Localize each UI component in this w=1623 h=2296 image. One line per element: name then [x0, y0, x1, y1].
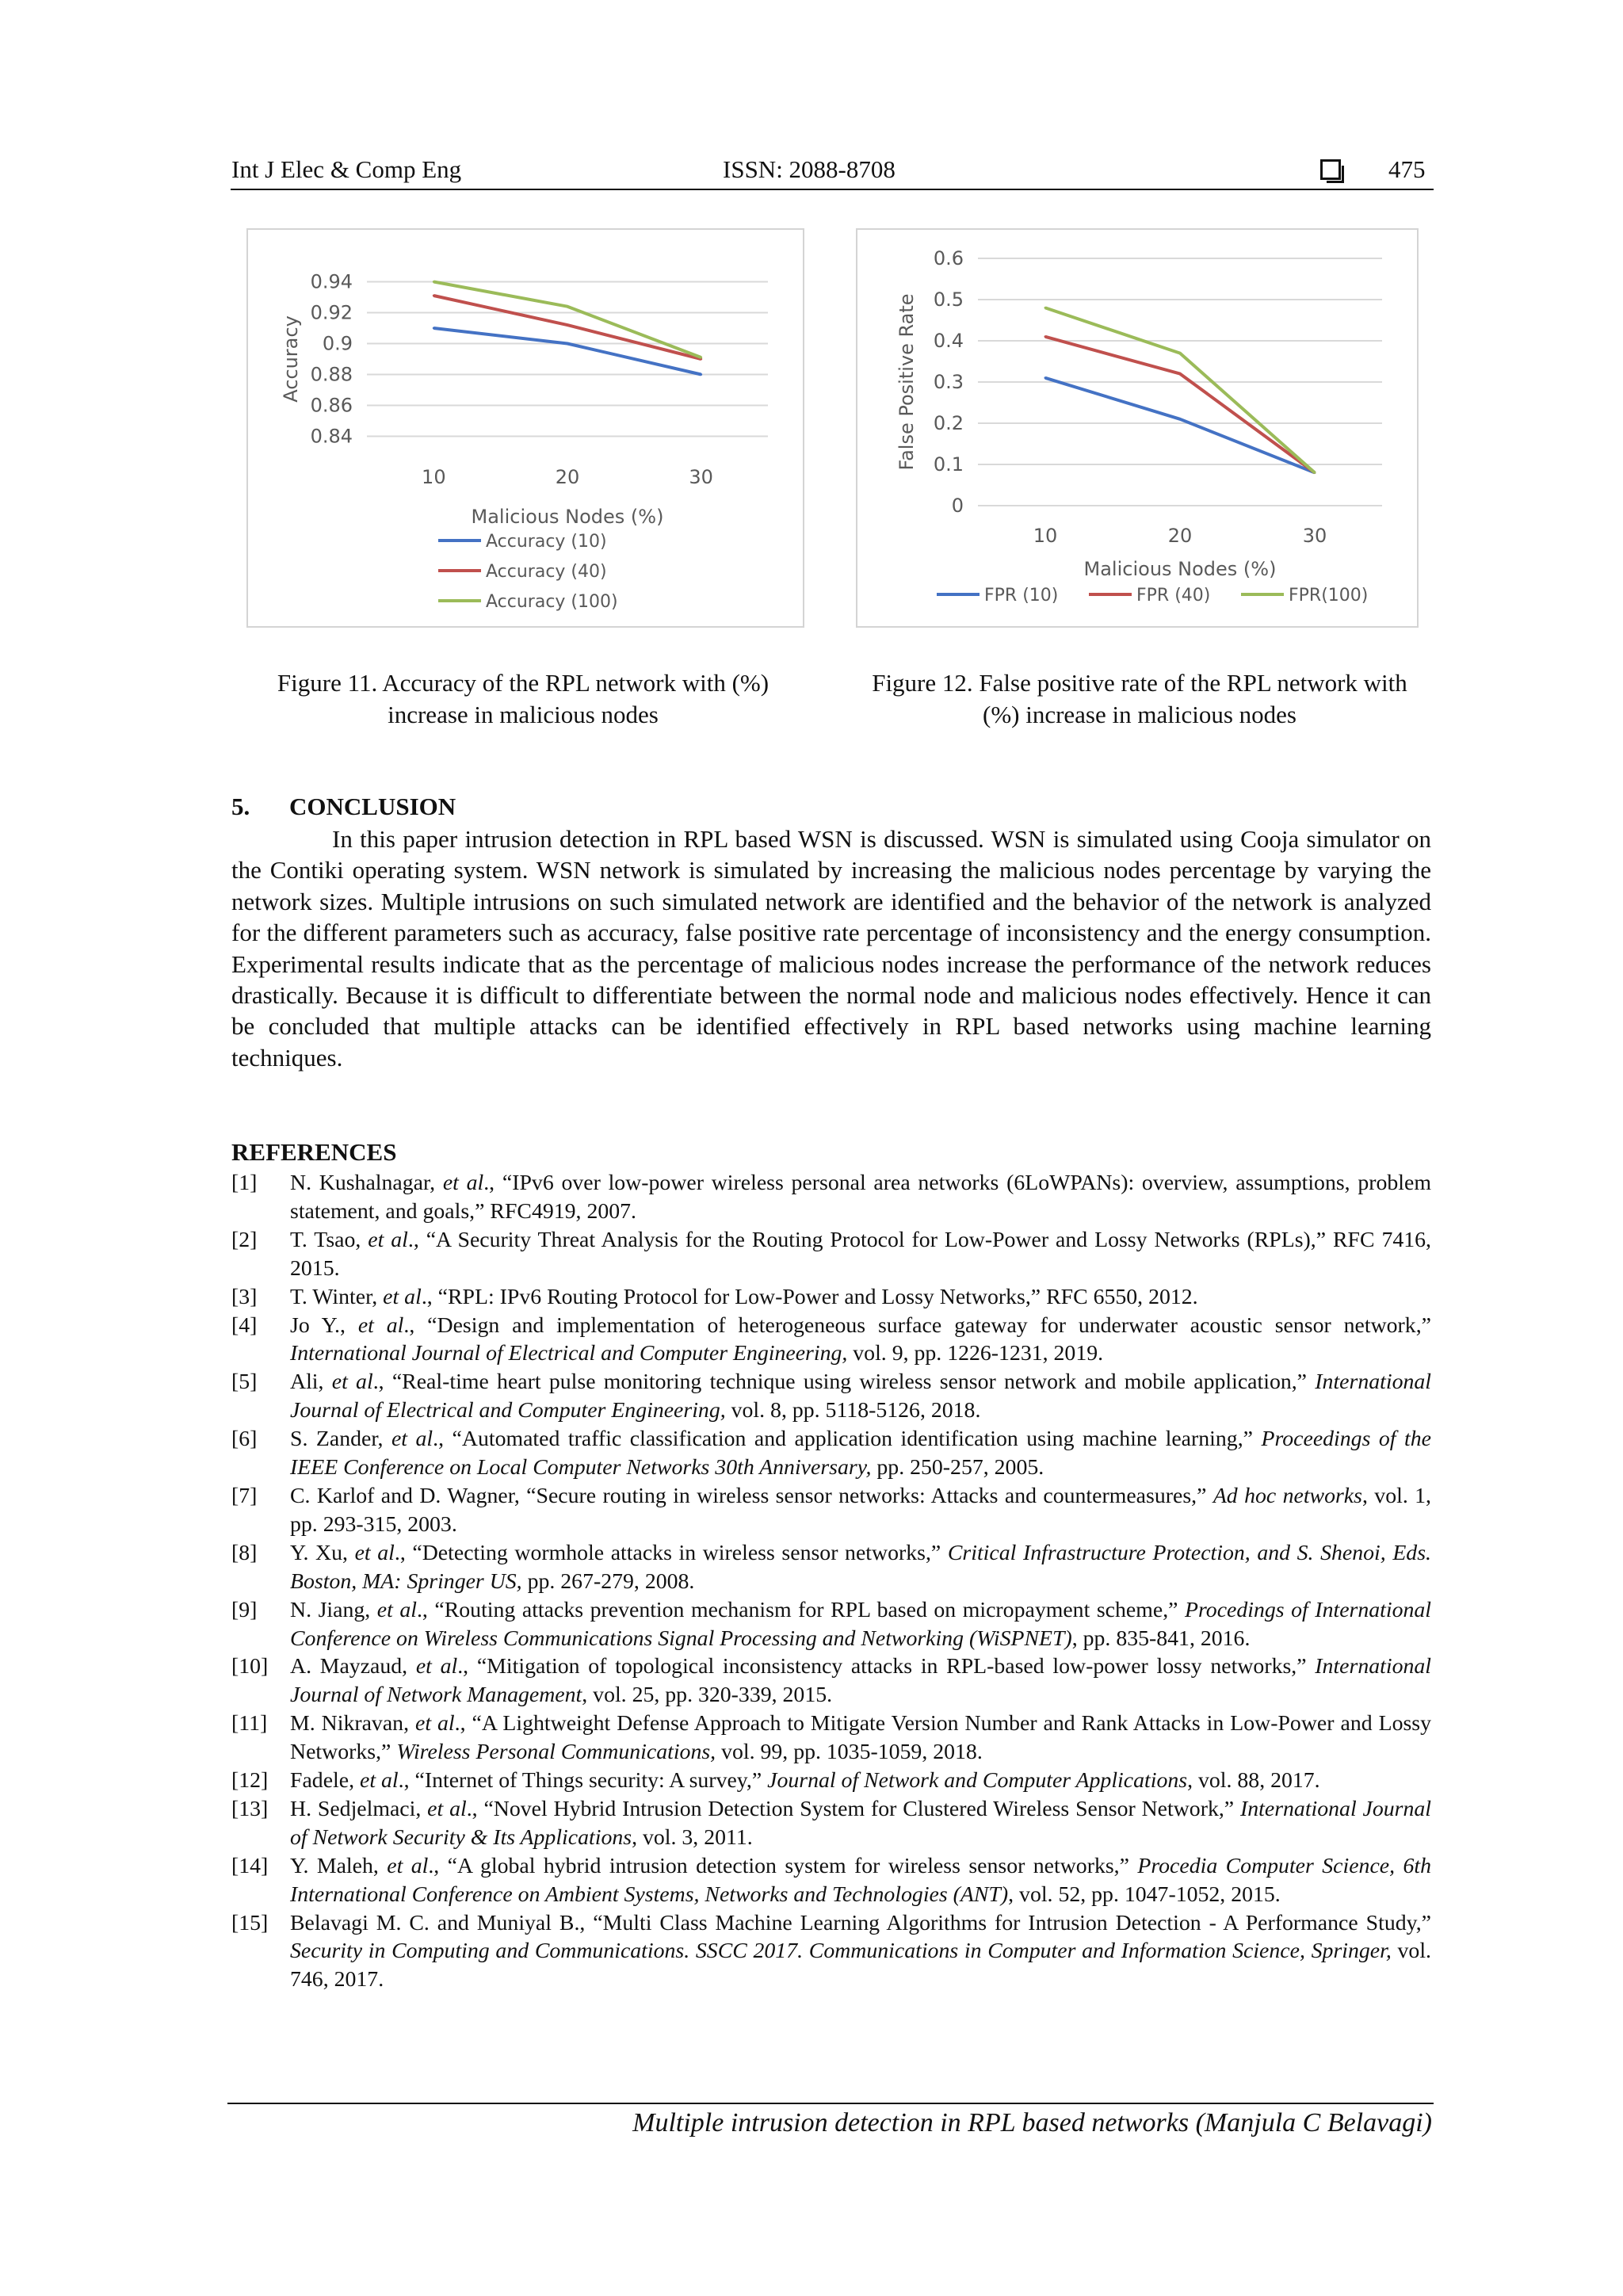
reference-authors: T. Winter, — [290, 1284, 384, 1309]
reference-title: ., “IPv6 over low-power wireless personal area networks (6LoWPANs): overview, assumptions, problem statement, and goals,” RFC4919, 2007. — [290, 1171, 1431, 1224]
reference-authors: Y. Xu, — [290, 1540, 355, 1565]
reference-et-al: et al — [360, 1768, 399, 1794]
reference-authors: M. Nikravan, — [290, 1711, 415, 1736]
figure-12-caption: Figure 12. False positive rate of the RPL network with (%) increase in malicious nodes — [872, 669, 1407, 728]
legend-label: FPR(100) — [1289, 586, 1369, 606]
data-point — [1044, 376, 1047, 379]
reference-title: ., “Internet of Things security: A survey,” — [398, 1768, 768, 1794]
reference-number: [11] — [231, 1711, 268, 1736]
reference-title: ., “Real-time heart pulse monitoring technique using wireless sensor network and mobile application,” — [372, 1370, 1316, 1395]
legend-label: FPR (40) — [1136, 586, 1211, 606]
reference-venue: Procedia Computer Science, 6th International Conference on Ambient Systems, Networks and Technologies (ANT) — [290, 1853, 1432, 1907]
y-axis-title: Accuracy — [280, 315, 302, 403]
reference-title: ., “Detecting wormhole attacks in wireless sensor networks,” — [394, 1540, 948, 1565]
references-list — [231, 1169, 1431, 1994]
reference-authors: N. Kushalnagar, — [290, 1171, 443, 1195]
x-tick-label: 20 — [555, 466, 580, 488]
reference-details: vol. 99, pp. 1035-1059, 2018. — [716, 1740, 983, 1765]
reference-number: [4] — [231, 1312, 258, 1338]
reference-et-al: et al — [415, 1711, 455, 1736]
data-point — [1179, 352, 1182, 354]
series-line — [433, 282, 701, 358]
data-point — [433, 327, 435, 330]
section-title: CONCLUSION — [289, 793, 456, 820]
reference-item — [231, 1283, 1431, 1312]
reference-venue: Proceedings of the IEEE Conference on Local Computer Networks 30th Anniversary, — [290, 1427, 1431, 1480]
reference-title: ., “Mitigation of topological inconsistency attacks in RPL-based low-power lossy networks,” — [457, 1654, 1316, 1679]
x-tick-label: 30 — [1302, 525, 1327, 547]
reference-authors: C. Karlof and D. Wagner, “Secure routing in wireless sensor networks: Attacks and countermeasures,” — [290, 1483, 1213, 1508]
reference-number: [5] — [231, 1370, 258, 1395]
x-tick-label: 10 — [1033, 525, 1058, 547]
y-tick-label: 0.6 — [933, 247, 964, 269]
reference-venue: International Journal of Network Security & Its Applications — [290, 1796, 1431, 1850]
x-axis-title: Malicious Nodes (%) — [471, 506, 664, 528]
data-point — [1179, 418, 1182, 420]
reference-authors: A. Mayzaud, — [290, 1654, 416, 1679]
reference-number: [10] — [231, 1654, 269, 1679]
reference-details: vol. 8, pp. 5118-5126, 2018. — [725, 1398, 981, 1423]
reference-item — [231, 1710, 1431, 1767]
figure-11-chart — [246, 228, 804, 628]
reference-et-al: et al — [354, 1540, 395, 1565]
reference-details: pp. 267-279, 2008. — [521, 1568, 695, 1594]
reference-details: , vol. 3, 2011. — [632, 1824, 753, 1850]
y-tick-label: 0.5 — [933, 288, 964, 311]
reference-item — [231, 1539, 1431, 1596]
reference-title: ., “Automated traffic classification and application identification using machine learning,” — [433, 1427, 1262, 1452]
reference-title: ., “A Lightweight Defense Approach to Mitigate Version Number and Rank Attacks in Low-Power and Lossy Networks,” — [290, 1711, 1432, 1765]
reference-authors: Belavagi M. C. and Muniyal B., “Multi Class Machine Learning Algorithms for Intrusion Detection - A Performance Study,” — [290, 1910, 1431, 1935]
reference-item — [231, 1596, 1431, 1653]
reference-details: , vol. 1, pp. 293-315, 2003. — [290, 1483, 1431, 1537]
section-heading — [231, 793, 456, 821]
data-point — [1179, 372, 1182, 375]
reference-number: [3] — [231, 1284, 258, 1309]
footer-rule — [227, 2103, 1434, 2104]
y-tick-label: 0.88 — [310, 363, 353, 386]
running-header-journal: Int J Elec & Comp Eng — [231, 155, 462, 183]
reference-venue: Wireless Personal Communications, — [396, 1740, 716, 1765]
reference-title: ., “A global hybrid intrusion detection system for wireless sensor networks,” — [428, 1853, 1138, 1878]
section-number: 5. — [231, 793, 250, 820]
data-point — [433, 281, 435, 283]
data-point — [567, 305, 569, 308]
page-number: 475 — [1388, 155, 1426, 183]
reference-authors: Jo Y., — [290, 1312, 358, 1338]
reference-venue: Procedings of International Conference on Wireless Communications Signal Processing and Networking (WiSPNET) — [290, 1597, 1432, 1651]
figure-12-chart — [856, 228, 1419, 628]
reference-item — [231, 1795, 1431, 1852]
series-line — [1045, 337, 1315, 473]
reference-et-al: et al — [415, 1654, 458, 1679]
x-tick-label: 20 — [1167, 525, 1193, 547]
reference-number: [9] — [231, 1597, 258, 1622]
reference-authors: Ali, — [290, 1370, 332, 1395]
reference-et-al: et al — [376, 1597, 417, 1622]
reference-item — [231, 1482, 1431, 1539]
reference-item — [231, 1767, 1431, 1795]
reference-details: , vol. 88, 2017. — [1187, 1768, 1320, 1794]
data-point — [1314, 472, 1316, 474]
data-point — [567, 342, 569, 345]
reference-item — [231, 1909, 1431, 1995]
reference-title: ., “Design and implementation of heterogeneous surface gateway for underwater acoustic sensor network,” — [403, 1312, 1431, 1338]
reference-item — [231, 1169, 1431, 1226]
reference-title: ., “Novel Hybrid Intrusion Detection System for Clustered Wireless Sensor Network,” — [466, 1796, 1240, 1821]
reference-authors: H. Sedjelmaci, — [290, 1796, 428, 1821]
y-tick-label: 0.3 — [933, 371, 964, 393]
reference-number: [14] — [231, 1853, 269, 1878]
reference-number: [1] — [231, 1171, 258, 1195]
x-tick-label: 30 — [689, 466, 713, 488]
reference-item — [231, 1852, 1431, 1909]
y-tick-label: 0.1 — [933, 453, 964, 476]
reference-title: ., “Routing attacks prevention mechanism for RPL based on micropayment scheme,” — [416, 1597, 1186, 1622]
x-axis-title: Malicious Nodes (%) — [1083, 558, 1277, 580]
reference-details: , vol. 52, pp. 1047-1052, 2015. — [1008, 1881, 1281, 1907]
reference-authors: N. Jiang, — [290, 1597, 377, 1622]
legend-label: Accuracy (100) — [486, 592, 618, 612]
reference-venue: Ad hoc networks — [1212, 1483, 1362, 1508]
reference-et-al: et al — [357, 1312, 404, 1338]
series-line — [1045, 378, 1315, 473]
data-point — [1044, 307, 1047, 309]
reference-number: [2] — [231, 1227, 258, 1252]
conclusion-paragraph: In this paper intrusion detection in RPL based WSN is discussed. WSN is simulated using Cooja simulator on the Contiki operating system. WSN network is simulated by increasing the malicious nodes percentage by varying the network sizes. Multiple intrusions on such simulated network are identified and the behavior of the network is analyzed for the different parameters such as accuracy, false positive rate percentage of inconsistency and the energy consumption. Experimental results indicate that as the percentage of malicious nodes increase the performance of the network reduces drastically. Because it is difficult to differentiate between the normal node and malicious nodes effectively. Hence it can be concluded that multiple attacks can be identified effectively in RPL based networks using machine learning techniques. — [231, 825, 1431, 1072]
data-point — [700, 357, 702, 359]
reference-item — [231, 1226, 1431, 1283]
square-bullet-icon — [1320, 159, 1341, 180]
reference-item — [231, 1312, 1431, 1369]
reference-number: [6] — [231, 1427, 258, 1452]
reference-et-al: et al — [387, 1853, 429, 1878]
reference-authors: Fadele, — [290, 1768, 360, 1794]
reference-item — [231, 1368, 1431, 1425]
series-line — [433, 328, 701, 375]
reference-venue: Security in Computing and Communications. SSCC 2017. Communications in Computer and Information Science, Springer, — [290, 1939, 1392, 1964]
y-axis-title: False Positive Rate — [896, 293, 918, 471]
references-heading: REFERENCES — [231, 1138, 397, 1166]
y-tick-label: 0.86 — [310, 394, 353, 417]
reference-details: pp. 250-257, 2005. — [871, 1455, 1044, 1480]
reference-number: [8] — [231, 1540, 258, 1565]
reference-venue: International Journal of Electrical and Computer Engineering, — [290, 1341, 848, 1366]
running-footer: Multiple intrusion detection in RPL based networks (Manjula C Belavagi) — [632, 2108, 1432, 2137]
reference-details: vol. 746, 2017. — [290, 1939, 1432, 1992]
reference-item — [231, 1425, 1431, 1482]
reference-et-al: et al — [383, 1284, 422, 1309]
reference-number: [13] — [231, 1796, 269, 1821]
fpr-chart-svg — [857, 230, 1417, 626]
reference-venue: International Journal of Network Management — [290, 1654, 1431, 1708]
header-rule — [231, 189, 1434, 190]
reference-authors: S. Zander, — [290, 1427, 391, 1452]
data-point — [433, 295, 435, 297]
y-tick-label: 0.84 — [310, 425, 353, 448]
reference-et-al: et al — [368, 1227, 408, 1252]
reference-details: vol. 9, pp. 1226-1231, 2019. — [847, 1341, 1104, 1366]
y-tick-label: 0.94 — [310, 270, 353, 293]
reference-et-al: et al — [427, 1796, 467, 1821]
reference-et-al: et al — [331, 1370, 373, 1395]
reference-venue: International Journal of Electrical and Computer Engineering, — [290, 1370, 1431, 1423]
reference-details: , pp. 835-841, 2016. — [1071, 1626, 1251, 1651]
running-header-issn: ISSN: 2088-8708 — [723, 155, 896, 183]
reference-et-al: et al — [442, 1171, 484, 1195]
reference-number: [15] — [231, 1910, 269, 1935]
reference-number: [12] — [231, 1768, 269, 1794]
reference-title: ., “RPL: IPv6 Routing Protocol for Low-Power and Lossy Networks,” RFC 6550, 2012. — [421, 1284, 1198, 1309]
reference-et-al: et al — [391, 1427, 433, 1452]
x-tick-label: 10 — [422, 466, 446, 488]
legend-label: FPR (10) — [984, 586, 1059, 606]
legend-label: Accuracy (10) — [486, 532, 607, 552]
y-tick-label: 0.92 — [310, 301, 353, 324]
reference-title: ., “A Security Threat Analysis for the Routing Protocol for Low-Power and Lossy Networks (RPLs),” RFC 7416, 2015. — [290, 1227, 1431, 1281]
y-tick-label: 0.9 — [322, 332, 353, 355]
y-tick-label: 0.2 — [933, 412, 964, 434]
reference-details: , vol. 25, pp. 320-339, 2015. — [582, 1683, 833, 1708]
y-tick-label: 0 — [951, 495, 964, 517]
data-point — [1044, 335, 1047, 338]
data-point — [567, 324, 569, 327]
reference-venue: Journal of Network and Computer Applications — [767, 1768, 1188, 1794]
accuracy-chart-svg — [248, 230, 803, 626]
legend-label: Accuracy (40) — [486, 562, 607, 582]
reference-authors: T. Tsao, — [290, 1227, 369, 1252]
y-tick-label: 0.4 — [933, 330, 964, 352]
data-point — [700, 373, 702, 376]
reference-authors: Y. Maleh, — [290, 1853, 388, 1878]
reference-number: [7] — [231, 1483, 258, 1508]
reference-venue: Critical Infrastructure Protection, and S. Shenoi, Eds. Boston, MA: Springer US, — [290, 1540, 1431, 1594]
reference-item — [231, 1652, 1431, 1710]
figure-11-caption: Figure 11. Accuracy of the RPL network with (%) increase in malicious nodes — [277, 669, 769, 728]
